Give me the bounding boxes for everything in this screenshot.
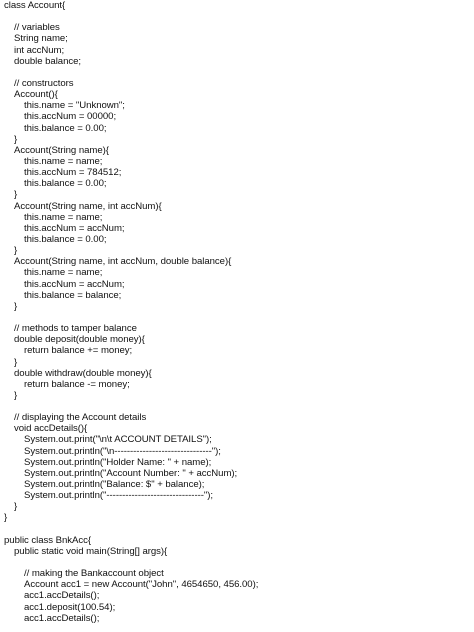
code-line xyxy=(4,557,470,568)
code-line: class Account{ xyxy=(4,0,66,11)
code-line: this.balance = 0.00; xyxy=(24,122,107,134)
code-line: } xyxy=(14,245,18,257)
code-line: Account(String name, int accNum, double balance){ xyxy=(14,256,232,268)
code-line: this.name = name; xyxy=(24,267,103,279)
code-line xyxy=(4,312,470,323)
code-line: // displaying the Account details xyxy=(14,412,147,424)
code-line: acc1.accDetails(); xyxy=(24,590,100,602)
code-line: double withdraw(double money){ xyxy=(14,367,152,379)
code-line: this.accNum = accNum; xyxy=(24,278,125,290)
code-line: this.accNum = 00000; xyxy=(24,111,117,123)
code-document xyxy=(4,0,470,632)
code-line: Account(){ xyxy=(14,89,58,101)
code-line: void accDetails(){ xyxy=(14,423,88,435)
code-line: System.out.println("\n-------------------------------"); xyxy=(24,445,221,457)
code-line: Account(String name, int accNum){ xyxy=(14,200,162,212)
code-line: Account(String name){ xyxy=(14,144,109,156)
code-line: this.balance = 0.00; xyxy=(24,233,107,245)
code-line: public static void main(String[] args){ xyxy=(14,545,168,557)
code-line: // methods to tamper balance xyxy=(14,323,137,335)
code-line xyxy=(4,67,470,78)
code-line: Account acc1 = new Account("John", 4654650, 456.00); xyxy=(24,579,259,591)
code-line: } xyxy=(4,512,8,524)
code-line: // making the Bankaccount object xyxy=(24,568,164,580)
code-line: this.accNum = 784512; xyxy=(24,167,122,179)
code-line: int accNum; xyxy=(14,44,65,56)
code-line: this.name = "Unknown"; xyxy=(24,100,125,112)
code-line: System.out.println("-------------------------------"); xyxy=(24,490,213,502)
code-line: this.accNum = accNum; xyxy=(24,222,125,234)
code-line: System.out.println("Account Number: " + accNum); xyxy=(24,467,238,479)
code-line: // variables xyxy=(14,22,60,34)
code-line xyxy=(4,524,470,535)
code-line xyxy=(4,11,470,22)
code-line: System.out.println("Balance: $" + balance); xyxy=(24,479,205,491)
code-line: System.out.print("\n\t ACCOUNT DETAILS"); xyxy=(24,434,212,446)
code-line: // constructors xyxy=(14,77,74,89)
code-line: this.name = name; xyxy=(24,155,103,167)
code-line: String name; xyxy=(14,33,68,45)
code-line: return balance += money; xyxy=(24,345,133,357)
code-line: acc1.deposit(100.54); xyxy=(24,601,116,613)
code-line: public class BnkAcc{ xyxy=(4,534,91,546)
code-line: acc1.accDetails(); xyxy=(24,612,100,624)
code-line: } xyxy=(14,133,18,145)
code-block xyxy=(4,0,470,624)
code-line: } xyxy=(14,389,18,401)
code-line: this.balance = balance; xyxy=(24,289,122,301)
code-line: System.out.println("Holder Name: " + name); xyxy=(24,456,212,468)
code-line: double deposit(double money){ xyxy=(14,334,145,346)
code-line: double balance; xyxy=(14,55,81,67)
code-line xyxy=(4,401,470,412)
code-line: } xyxy=(14,189,18,201)
code-line: } xyxy=(14,501,18,513)
code-line: } xyxy=(14,356,18,368)
code-line: return balance -= money; xyxy=(24,378,130,390)
code-line: this.balance = 0.00; xyxy=(24,178,107,190)
code-line: this.name = name; xyxy=(24,211,103,223)
code-line: } xyxy=(14,300,18,312)
